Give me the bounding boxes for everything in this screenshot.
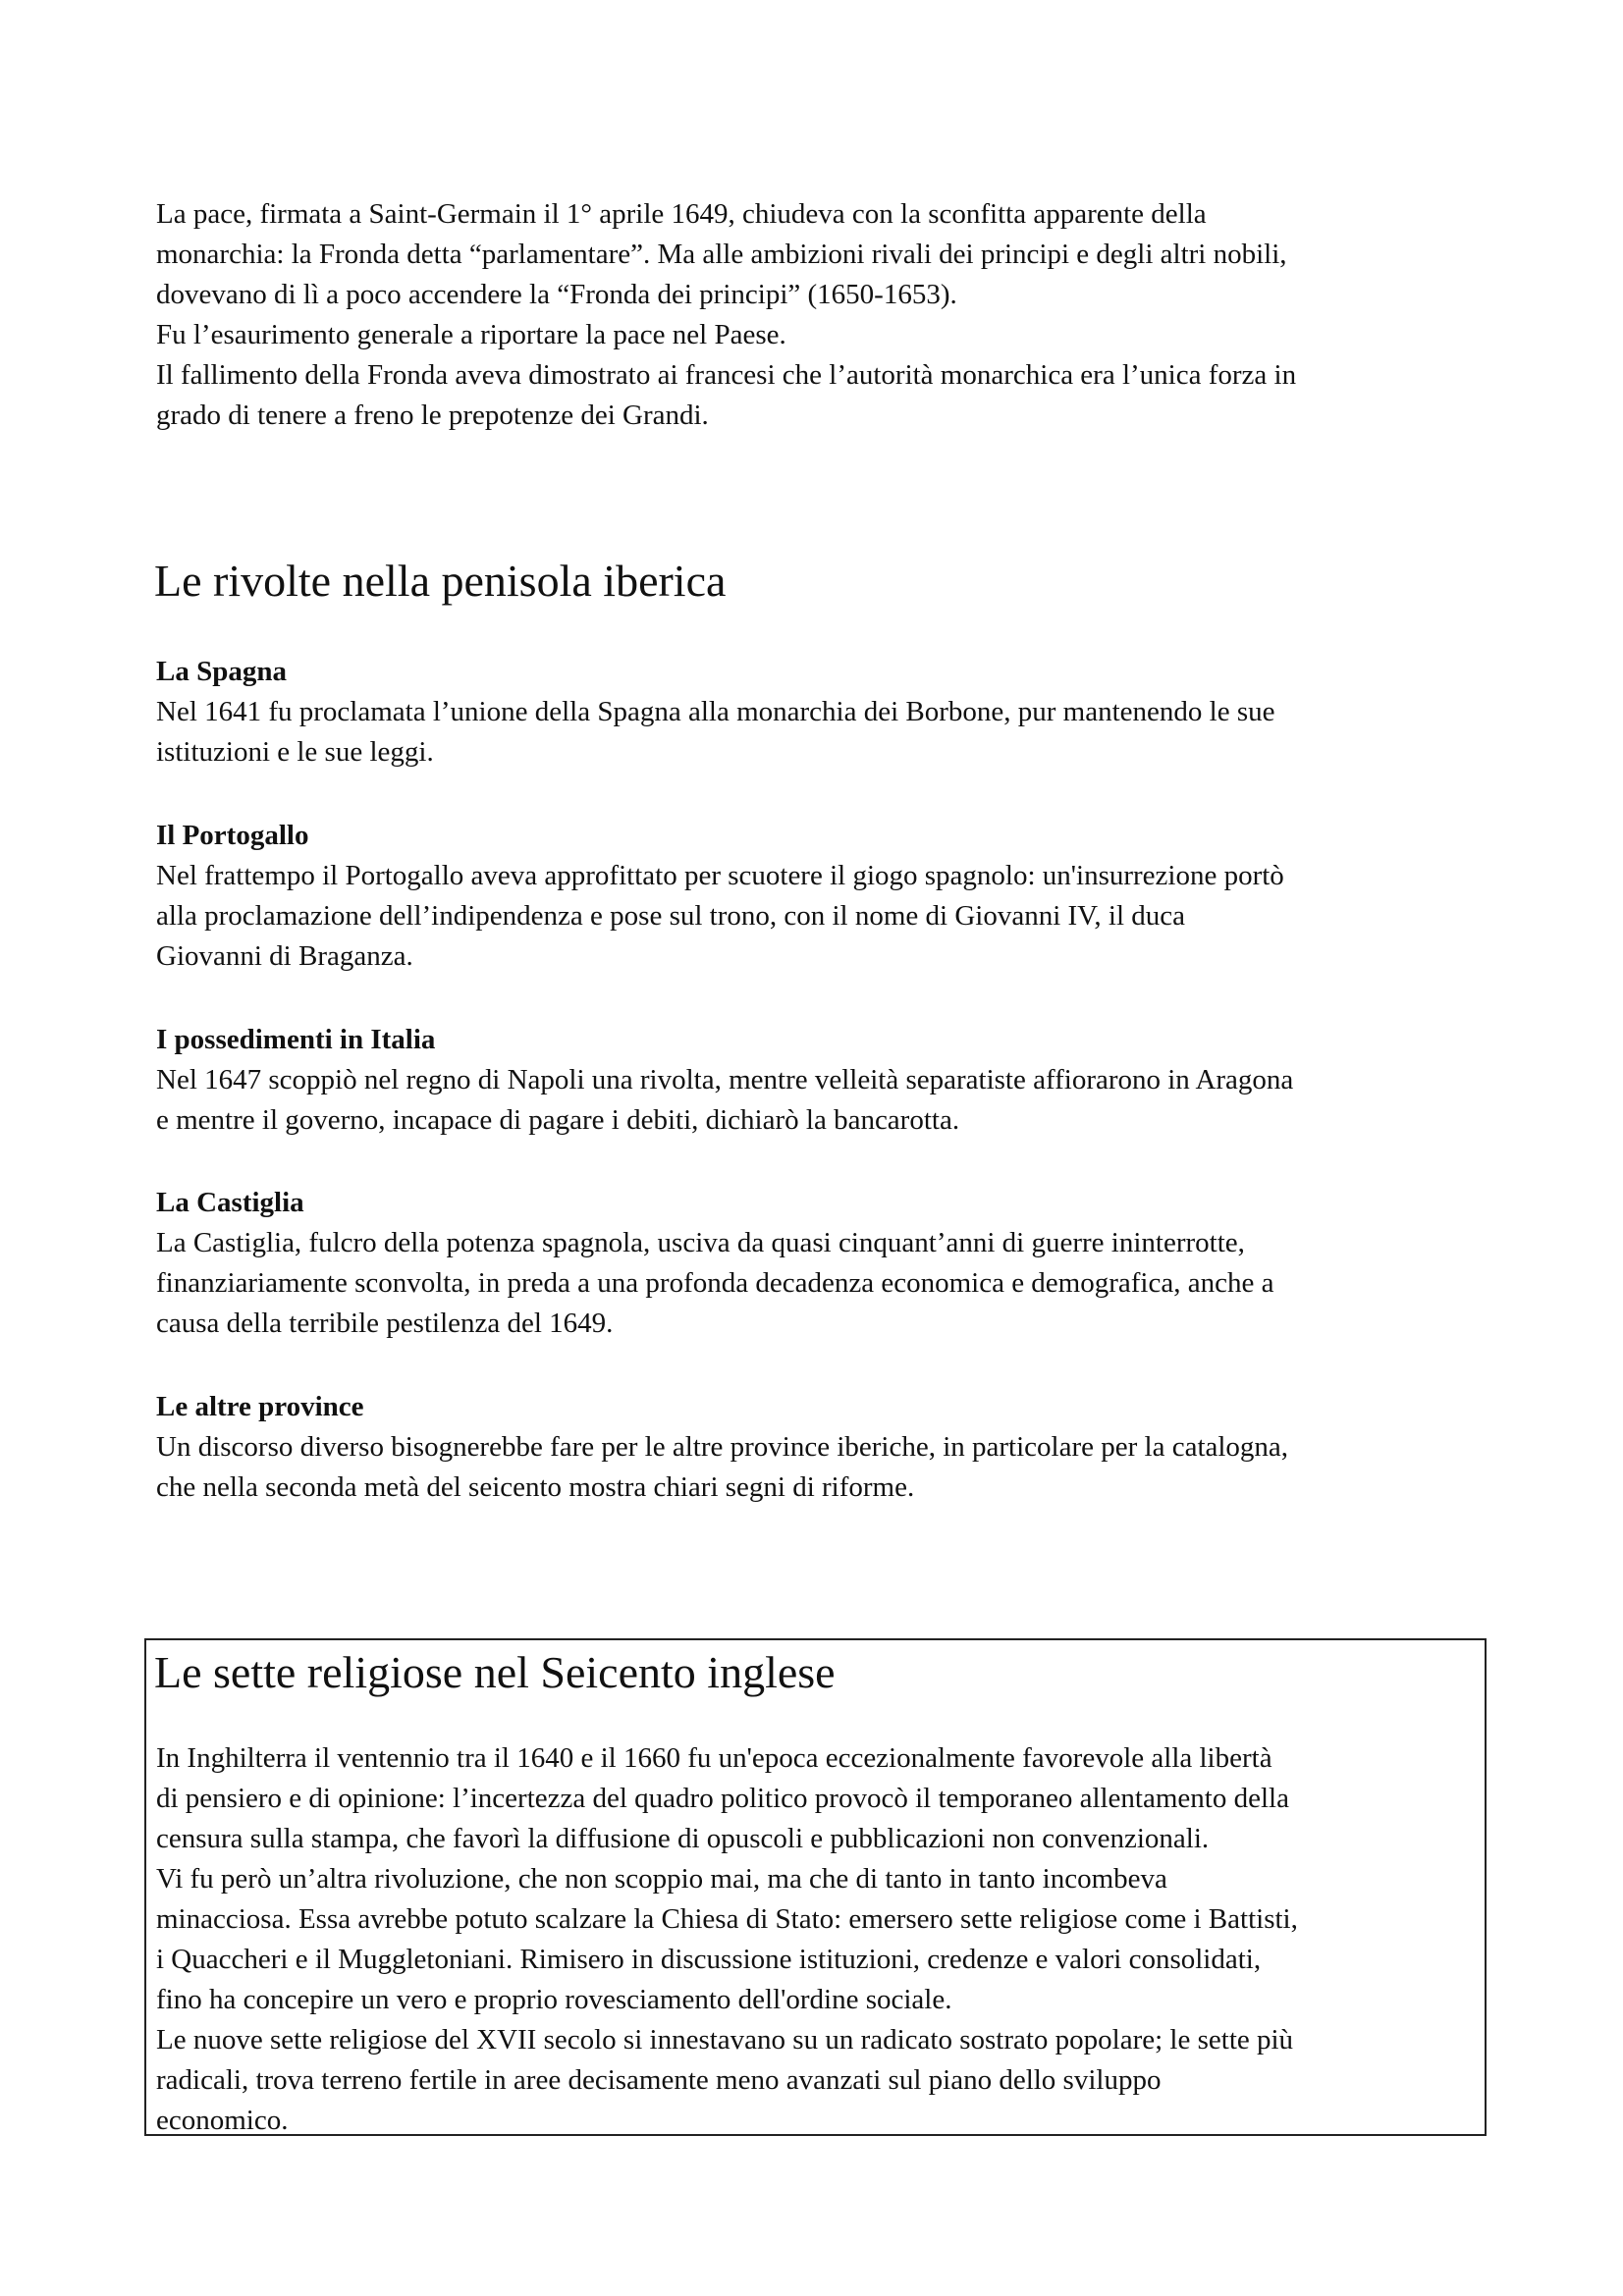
text-line: economico.	[156, 2105, 289, 2136]
text-line: Giovanni di Braganza.	[156, 940, 413, 972]
section-title-sette: Le sette religiose nel Seicento inglese	[154, 1647, 836, 1697]
text-line: La Castiglia, fulcro della potenza spagnola, usciva da quasi cinquant’anni di guerre ininterrotte,	[156, 1227, 1245, 1258]
boxed-section-paragraph	[156, 1738, 1491, 2141]
text-line: istituzioni e le sue leggi.	[156, 736, 434, 768]
subsection-paragraph-italia	[156, 1060, 1491, 1141]
text-line: monarchia: la Fronda detta “parlamentare”. Ma alle ambizioni rivali dei principi e degli altri nobili,	[156, 239, 1287, 270]
subsection-heading-altre-province: Le altre province	[156, 1391, 364, 1422]
text-line: Nel 1647 scoppiò nel regno di Napoli una rivolta, mentre velleità separatiste affiorarono in Aragona	[156, 1064, 1294, 1095]
text-line: Un discorso diverso bisognerebbe fare per le altre province iberiche, in particolare per la catalogna,	[156, 1431, 1289, 1463]
text-line: radicali, trova terreno fertile in aree decisamente meno avanzati sul piano dello sviluppo	[156, 2064, 1162, 2096]
text-line: Le nuove sette religiose del XVII secolo si innestavano su un radicato sostrato popolare; le sette più	[156, 2024, 1294, 2056]
text-line: Nel 1641 fu proclamata l’unione della Spagna alla monarchia dei Borbone, pur mantenendo le sue	[156, 696, 1275, 727]
text-line: che nella seconda metà del seicento mostra chiari segni di riforme.	[156, 1471, 915, 1503]
text-line: minacciosa. Essa avrebbe potuto scalzare la Chiesa di Stato: emersero sette religiose come i Battisti,	[156, 1903, 1298, 1935]
text-line: finanziariamente sconvolta, in preda a una profonda decadenza economica e demografica, anche a	[156, 1267, 1274, 1299]
subsection-heading-castiglia: La Castiglia	[156, 1187, 304, 1218]
subsection-heading-spagna: La Spagna	[156, 656, 287, 687]
text-line: dovevano di lì a poco accendere la “Fronda dei principi” (1650-1653).	[156, 279, 957, 310]
text-line: fino ha concepire un vero e proprio rovesciamento dell'ordine sociale.	[156, 1984, 952, 2015]
subsection-paragraph-castiglia	[156, 1223, 1491, 1344]
intro-paragraph	[156, 194, 1491, 436]
subsection-paragraph-portogallo	[156, 856, 1491, 977]
text-line: di pensiero e di opinione: l’incertezza del quadro politico provocò il temporaneo allentamento della	[156, 1783, 1289, 1814]
text-line: Nel frattempo il Portogallo aveva approfittato per scuotere il giogo spagnolo: un'insurrezione portò	[156, 860, 1284, 891]
text-line: causa della terribile pestilenza del 1649.	[156, 1308, 614, 1339]
text-line: alla proclamazione dell’indipendenza e pose sul trono, con il nome di Giovanni IV, il duca	[156, 900, 1185, 932]
text-line: Vi fu però un’altra rivoluzione, che non scoppio mai, ma che di tanto in tanto incombeva	[156, 1863, 1167, 1895]
text-line: Il fallimento della Fronda aveva dimostrato ai francesi che l’autorità monarchica era l’unica forza in	[156, 359, 1297, 391]
subsection-heading-portogallo: Il Portogallo	[156, 820, 309, 851]
section-title-iberica: Le rivolte nella penisola iberica	[154, 556, 727, 606]
text-line: La pace, firmata a Saint-Germain il 1° aprile 1649, chiudeva con la sconfitta apparente della	[156, 198, 1207, 230]
subsection-paragraph-altre-province	[156, 1427, 1491, 1508]
text-line: In Inghilterra il ventennio tra il 1640 e il 1660 fu un'epoca eccezionalmente favorevole alla libertà	[156, 1742, 1272, 1774]
text-line: i Quaccheri e il Muggletoniani. Rimisero in discussione istituzioni, credenze e valori consolidati,	[156, 1944, 1262, 1975]
text-line: e mentre il governo, incapace di pagare i debiti, dichiarò la bancarotta.	[156, 1104, 960, 1136]
text-line: grado di tenere a freno le prepotenze dei Grandi.	[156, 400, 709, 431]
text-line: censura sulla stampa, che favorì la diffusione di opuscoli e pubblicazioni non convenzionali.	[156, 1823, 1210, 1854]
text-line: Fu l’esaurimento generale a riportare la pace nel Paese.	[156, 319, 786, 350]
subsection-heading-italia: I possedimenti in Italia	[156, 1024, 436, 1055]
subsection-paragraph-spagna	[156, 692, 1491, 773]
